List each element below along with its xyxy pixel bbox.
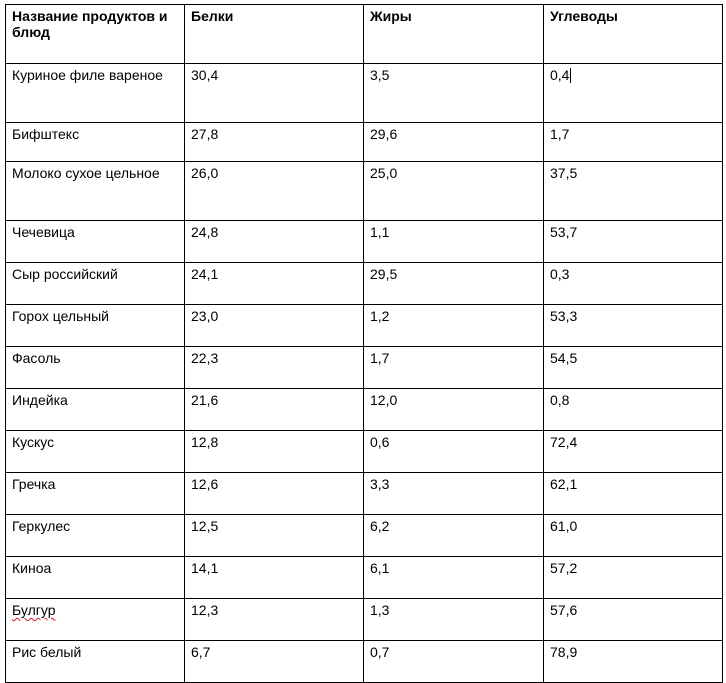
cell-protein[interactable]: 24,1 — [185, 263, 364, 305]
cell-carbs[interactable]: 57,6 — [544, 599, 723, 641]
cell-product-name[interactable]: Бифштекс — [6, 123, 185, 162]
cell-fat[interactable]: 25,0 — [364, 162, 544, 221]
cell-protein[interactable]: 30,4 — [185, 64, 364, 123]
cell-protein[interactable]: 22,3 — [185, 347, 364, 389]
cell-carbs[interactable]: 62,1 — [544, 473, 723, 515]
cell-product-name[interactable] — [6, 599, 185, 641]
cell-carbs[interactable]: 53,7 — [544, 221, 723, 263]
cell-protein[interactable]: 24,8 — [185, 221, 364, 263]
cell-carbs[interactable]: 1,7 — [544, 123, 723, 162]
header-product-name[interactable]: Название продуктов и блюд — [6, 5, 185, 64]
misspelled-word[interactable]: Булгур — [12, 602, 56, 618]
table-row — [6, 557, 723, 599]
cell-product-name[interactable]: Индейка — [6, 389, 185, 431]
table-row — [6, 221, 723, 263]
cell-carbs[interactable]: 37,5 — [544, 162, 723, 221]
cell-carbs-value: 0,4 — [550, 67, 570, 83]
table-header-row — [6, 5, 723, 64]
table-row — [6, 431, 723, 473]
cell-carbs[interactable] — [544, 64, 723, 123]
cell-carbs[interactable]: 53,3 — [544, 305, 723, 347]
table-row — [6, 305, 723, 347]
table-row — [6, 162, 723, 221]
cell-protein[interactable]: 12,5 — [185, 515, 364, 557]
cell-protein[interactable]: 21,6 — [185, 389, 364, 431]
cell-product-name[interactable]: Молоко сухое цельное — [6, 162, 185, 221]
cell-carbs[interactable]: 61,0 — [544, 515, 723, 557]
cell-product-name[interactable]: Фасоль — [6, 347, 185, 389]
cell-protein[interactable]: 6,7 — [185, 641, 364, 683]
cell-carbs[interactable]: 0,3 — [544, 263, 723, 305]
cell-fat[interactable]: 6,2 — [364, 515, 544, 557]
cell-fat[interactable]: 1,7 — [364, 347, 544, 389]
cell-protein[interactable]: 23,0 — [185, 305, 364, 347]
cell-fat[interactable]: 1,2 — [364, 305, 544, 347]
cell-product-name[interactable]: Геркулес — [6, 515, 185, 557]
cell-fat[interactable]: 1,3 — [364, 599, 544, 641]
cell-protein[interactable]: 12,8 — [185, 431, 364, 473]
table-row — [6, 389, 723, 431]
cell-product-name[interactable]: Кускус — [6, 431, 185, 473]
cell-fat[interactable]: 0,7 — [364, 641, 544, 683]
cell-carbs[interactable]: 57,2 — [544, 557, 723, 599]
cell-fat[interactable]: 3,3 — [364, 473, 544, 515]
table-row — [6, 263, 723, 305]
cell-carbs[interactable]: 78,9 — [544, 641, 723, 683]
cell-protein[interactable]: 12,3 — [185, 599, 364, 641]
cell-product-name[interactable]: Горох цельный — [6, 305, 185, 347]
cell-protein[interactable]: 14,1 — [185, 557, 364, 599]
table-row — [6, 64, 723, 123]
cell-product-name[interactable]: Гречка — [6, 473, 185, 515]
nutrition-table — [5, 4, 723, 683]
cell-product-name[interactable]: Рис белый — [6, 641, 185, 683]
cell-fat[interactable]: 3,5 — [364, 64, 544, 123]
cell-fat[interactable]: 29,5 — [364, 263, 544, 305]
table-row — [6, 347, 723, 389]
cell-protein[interactable]: 27,8 — [185, 123, 364, 162]
cell-product-name[interactable]: Сыр российский — [6, 263, 185, 305]
header-carbs[interactable]: Углеводы — [544, 5, 723, 64]
header-protein[interactable]: Белки — [185, 5, 364, 64]
cell-fat[interactable]: 29,6 — [364, 123, 544, 162]
table-row — [6, 599, 723, 641]
table-row — [6, 123, 723, 162]
text-cursor — [570, 68, 571, 83]
cell-product-name[interactable]: Киноа — [6, 557, 185, 599]
cell-fat[interactable]: 1,1 — [364, 221, 544, 263]
cell-protein[interactable]: 26,0 — [185, 162, 364, 221]
cell-carbs[interactable]: 0,8 — [544, 389, 723, 431]
cell-product-name[interactable]: Чечевица — [6, 221, 185, 263]
cell-carbs[interactable]: 54,5 — [544, 347, 723, 389]
cell-fat[interactable]: 12,0 — [364, 389, 544, 431]
cell-fat[interactable]: 0,6 — [364, 431, 544, 473]
cell-protein[interactable]: 12,6 — [185, 473, 364, 515]
table-row — [6, 641, 723, 683]
cell-fat[interactable]: 6,1 — [364, 557, 544, 599]
table-row — [6, 515, 723, 557]
cell-carbs[interactable]: 72,4 — [544, 431, 723, 473]
table-row — [6, 473, 723, 515]
cell-product-name[interactable]: Куриное филе вареное — [6, 64, 185, 123]
header-fat[interactable]: Жиры — [364, 5, 544, 64]
